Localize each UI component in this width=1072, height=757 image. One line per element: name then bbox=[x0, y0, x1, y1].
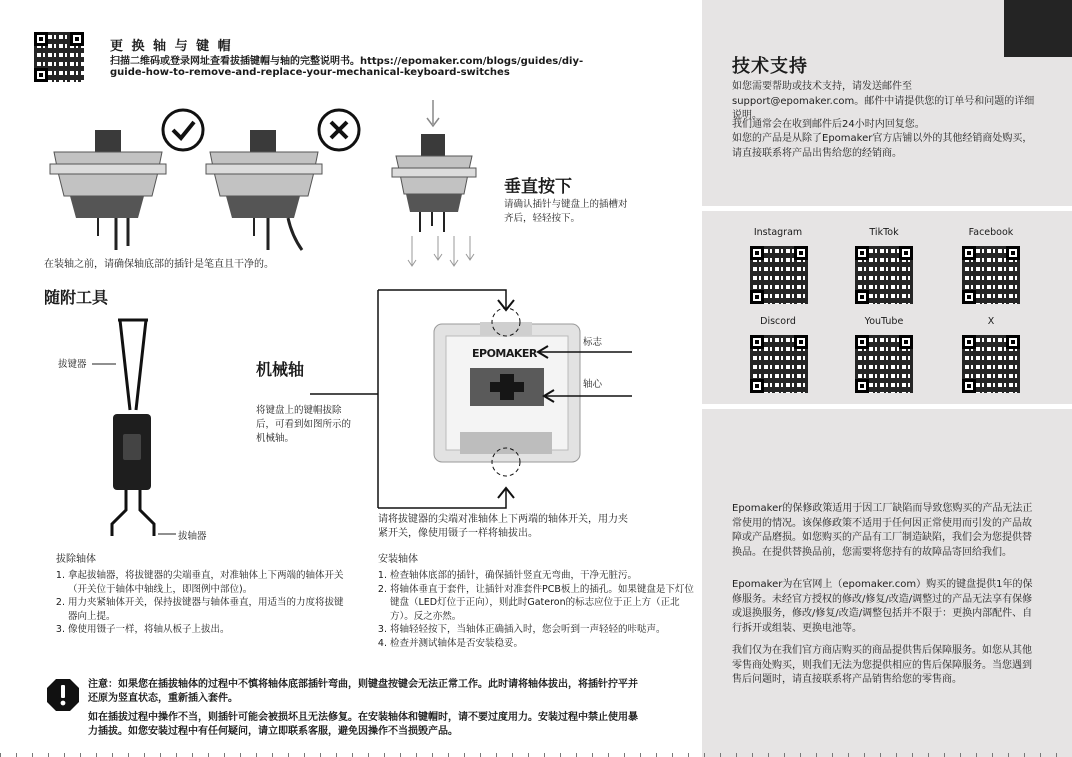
social-label: YouTube bbox=[864, 316, 904, 327]
facebook-qr-code[interactable] bbox=[962, 246, 1020, 304]
social-label: Instagram bbox=[753, 227, 803, 238]
guide-url-link[interactable]: guide-how-to-remove-and-replace-your-mechanical-keyboard-switches bbox=[110, 67, 510, 78]
mech-switch-desc: 机械轴。 bbox=[256, 433, 295, 444]
remove-steps-title: 拔除轴体 bbox=[56, 554, 96, 565]
tools-title: 随附工具 bbox=[44, 288, 109, 307]
switch-illustrations bbox=[40, 100, 700, 270]
social-label: X bbox=[987, 316, 995, 327]
discord-qr-code[interactable] bbox=[750, 335, 808, 393]
install-step: 3. 将轴轻轻按下，当轴体正确插入时，您会听到一声轻轻的咔哒声。 bbox=[390, 623, 696, 637]
switch-caption: 在装轴之前，请确保轴底部的插针是笔直且干净的。 bbox=[44, 259, 274, 270]
switch-straight-pins bbox=[50, 130, 166, 250]
switch-press-down bbox=[392, 134, 476, 232]
support-title: 技术支持 bbox=[732, 56, 808, 77]
social-label: TikTok bbox=[869, 227, 899, 238]
note-text: 如在插拔过程中操作不当，则插针可能会被损坏且无法修复。在安装轴体和键帽时，请不要过度用力。安装过程中禁止使用暴 bbox=[88, 712, 638, 723]
press-title: 垂直按下 bbox=[504, 177, 572, 197]
support-paragraph: 我们通常会在收到邮件后24小时内回复您。 bbox=[732, 119, 925, 130]
install-steps-list bbox=[376, 569, 696, 650]
install-step: 4. 检查并测试轴体是否安装稳妥。 bbox=[390, 637, 696, 651]
puller-instruction: 紧开关，像使用镊子一样将轴拔出。 bbox=[378, 528, 538, 539]
guide-url-link[interactable]: https://epomaker.com/blogs/guides/diy- bbox=[360, 56, 584, 67]
switch-top-diagram bbox=[310, 282, 640, 512]
panel-divider bbox=[702, 404, 1072, 409]
mech-switch-title: 机械轴 bbox=[256, 360, 305, 379]
switch-bent-pins bbox=[206, 130, 322, 250]
note-text: 还原为竖直状态，重新插入套件。 bbox=[88, 693, 238, 704]
social-label: Facebook bbox=[968, 227, 1014, 238]
instagram-qr-code[interactable] bbox=[750, 246, 808, 304]
switch-puller-label: 拔轴器 bbox=[178, 531, 207, 542]
youtube-qr-code[interactable] bbox=[855, 335, 913, 393]
warranty-paragraph: Epomaker的保修政策适用于因工厂缺陷而导致您购买的产品无法正常使用的情况。该保修政策不适用于任何因正常使用而引发的产品故障或产品磨损。如您购买的产品有工厂制造缺陷，我们会为您提供替换品。在提供替换品前，您需要将您持有的故障品寄回给我们。 bbox=[732, 503, 1033, 558]
tiktok-qr-code[interactable] bbox=[855, 246, 913, 304]
puller-instruction: 请将拔键器的尖端对准轴体上下两端的轴体开关，用力夹 bbox=[378, 514, 628, 525]
warranty-paragraph: Epomaker为在官网上（epomaker.com）购买的键盘提供1年的保修服务。未经官方授权的修改/修复/改造/调整过的产品无法享有保修或退换服务，修改/修复/改造/调整包括并不限于：更换内部配件、自行拆开或组装、更换电池等。 bbox=[732, 579, 1033, 634]
remove-step: 2. 用力夹紧轴体开关，保持拔键器与轴体垂直，用适当的力度将拔键器向上提。 bbox=[68, 596, 348, 623]
warning-icon bbox=[46, 678, 80, 712]
keycap-puller-label: 拔键器 bbox=[58, 359, 87, 370]
corner-block bbox=[1004, 0, 1072, 57]
puller-tool-illustration bbox=[90, 310, 180, 546]
guide-qr-code[interactable] bbox=[34, 32, 84, 82]
install-steps-title: 安装轴体 bbox=[378, 554, 418, 565]
header-line1 bbox=[110, 52, 583, 67]
social-label: Discord bbox=[760, 316, 796, 327]
switch-brand-logo: EPOMAKER bbox=[472, 347, 537, 360]
panel-divider bbox=[702, 206, 1072, 211]
install-step: 2. 将轴体垂直于套件，让插针对准套件PCB板上的插孔。如果键盘是下灯位键盘（LED灯位于正向），则此时Gateron的标志应位于正上方（正北方）。反之亦然。 bbox=[390, 583, 696, 624]
note-text: 注意：如果您在插拔轴体的过程中不慎将轴体底部插针弯曲，则键盘按键会无法正常工作。此时请将轴体拔出，将插针拧平并 bbox=[88, 679, 638, 690]
press-desc: 齐后，轻轻按下。 bbox=[504, 213, 581, 224]
header-title: 更 换 轴 与 键 帽 bbox=[110, 39, 233, 54]
warranty-paragraph: 我们仅为在我们官方商店购买的商品提供售后保障服务。如您从其他零售商处购买，则我们无法为您提供相应的售后保障服务。当您遇到售后问题时，请直接联系将产品销售给您的零售商。 bbox=[732, 645, 1032, 685]
x-qr-code[interactable] bbox=[962, 335, 1020, 393]
mech-switch-desc: 后，可看到如图所示的 bbox=[256, 419, 352, 430]
install-step: 1. 检查轴体底部的插针，确保插针竖直无弯曲，干净无脏污。 bbox=[390, 569, 696, 583]
remove-step: 3. 像使用镊子一样，将轴从板子上拔出。 bbox=[68, 623, 348, 637]
support-paragraph: 如您需要帮助或技术支持，请发送邮件至support@epomaker.com。邮件中请提供您的订单号和问题的详细说明。 bbox=[732, 81, 1035, 121]
note-text: 力插拔。如您安装过程中有任何疑问，请立即联系客服，避免因操作不当损毁产品。 bbox=[88, 726, 458, 737]
header-intro: 扫描二维码或登录网址查看拔插键帽与轴的完整说明书。 bbox=[110, 56, 360, 67]
support-paragraph: 如您的产品是从除了Epomaker官方店铺以外的其他经销商处购买，请直接联系将产品出售给您的经销商。 bbox=[732, 133, 1033, 159]
logo-label: 标志 bbox=[583, 337, 603, 348]
mech-switch-desc: 将键盘上的键帽拔除 bbox=[256, 405, 342, 416]
stem-label: 轴心 bbox=[583, 379, 603, 390]
trim-marks bbox=[0, 753, 1072, 757]
check-icon bbox=[163, 110, 203, 150]
press-desc: 请确认插针与键盘上的插槽对 bbox=[504, 199, 628, 210]
remove-steps-list bbox=[54, 569, 348, 637]
remove-step: 1. 拿起拔轴器，将拔键器的尖端垂直，对准轴体上下两端的轴体开关（开关位于轴体中轴线上，即图例中部位)。 bbox=[68, 569, 348, 596]
